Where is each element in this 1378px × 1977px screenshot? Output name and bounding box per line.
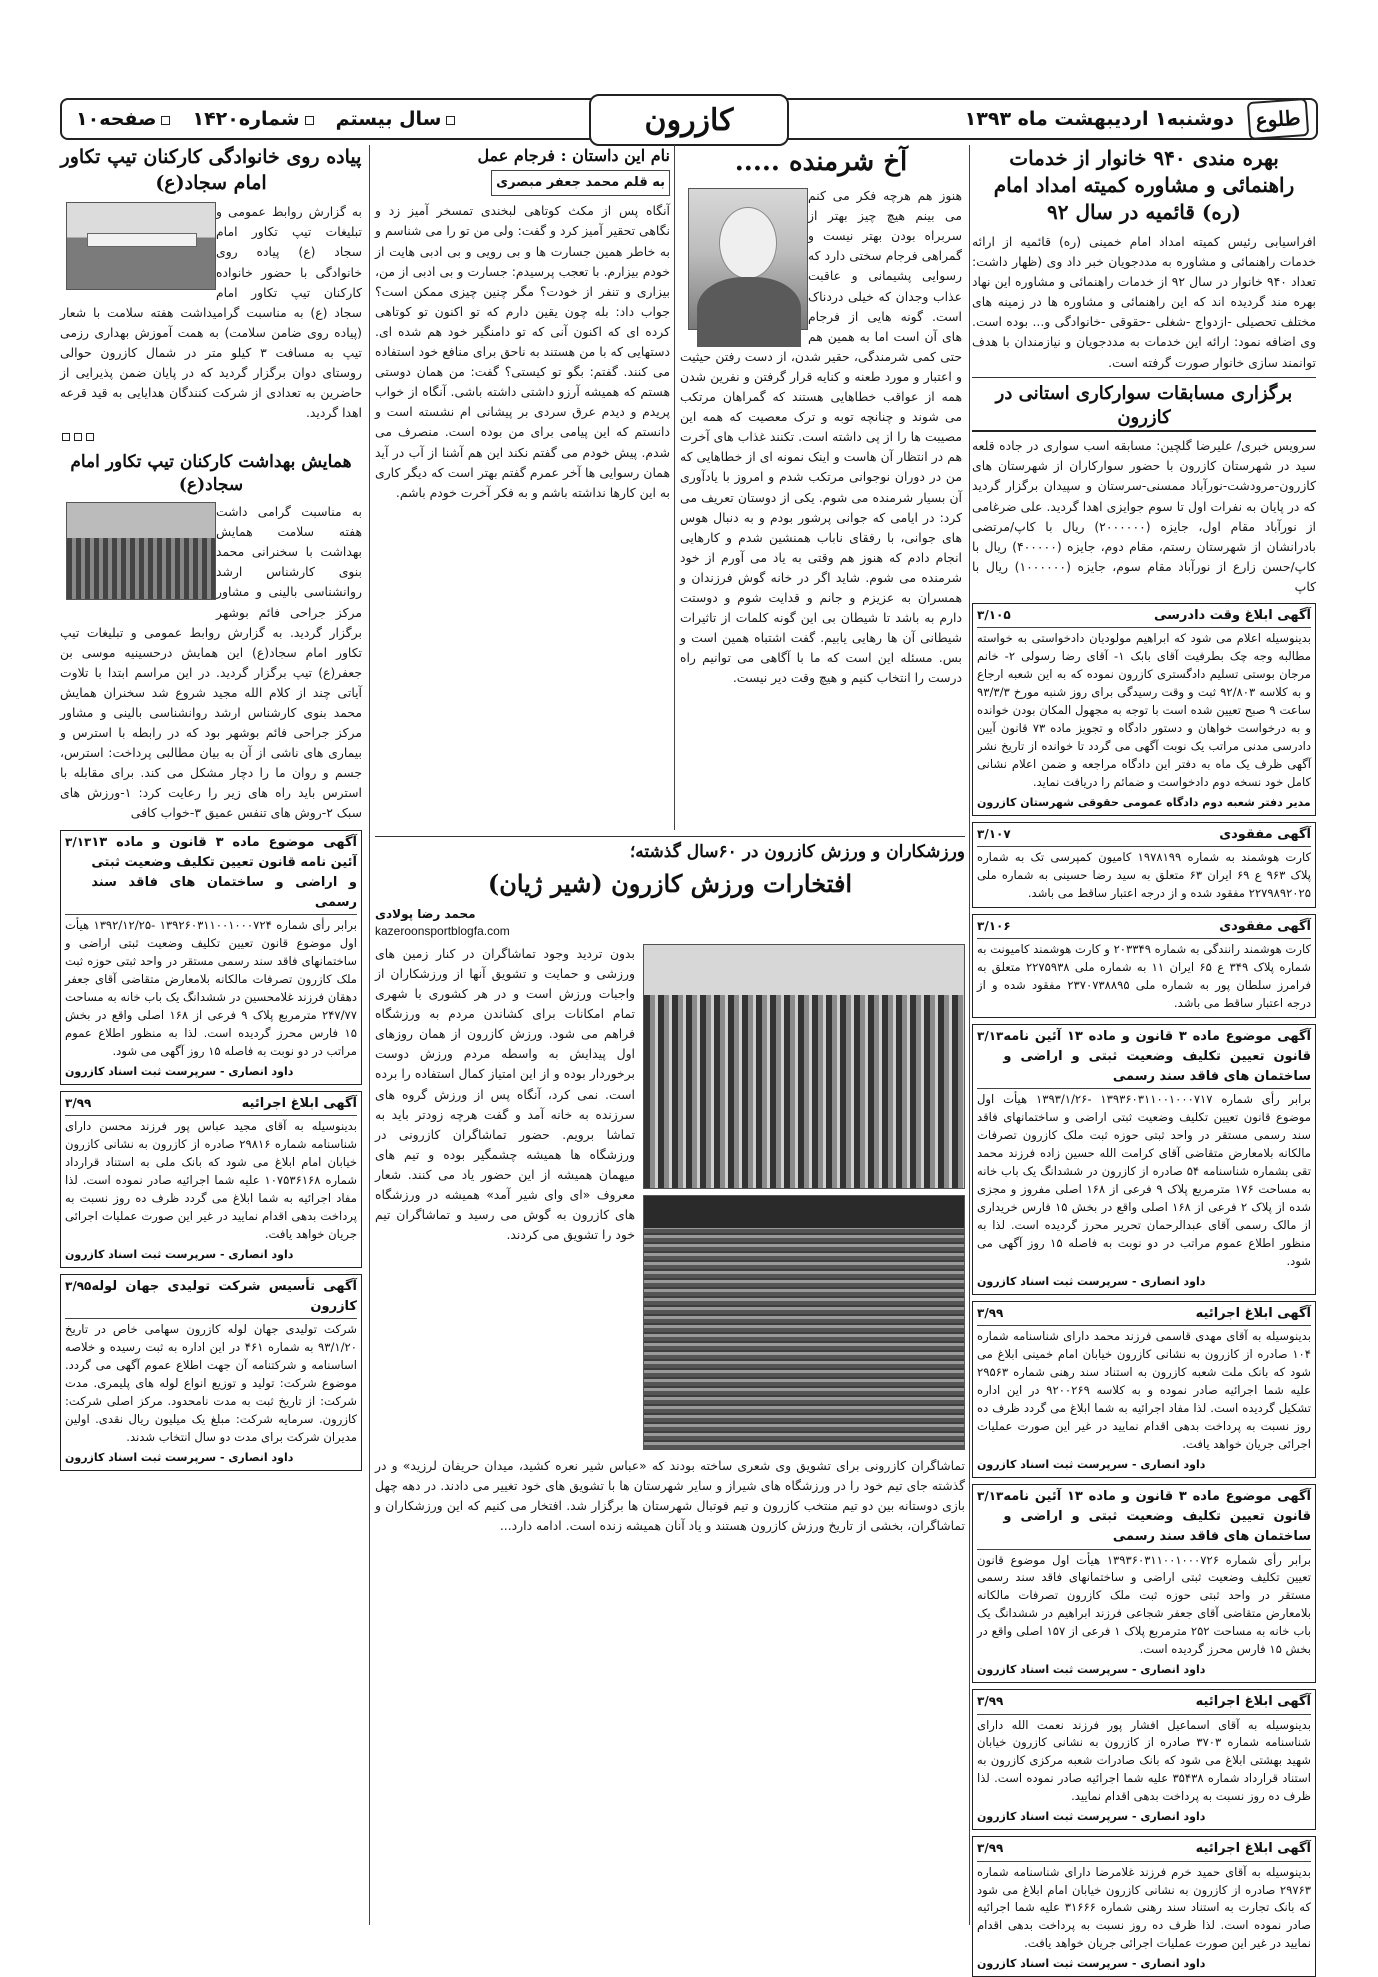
divider <box>375 836 965 837</box>
ad-title: آگهی مفقودی <box>1219 826 1311 842</box>
legal-notice-ad <box>60 1091 362 1268</box>
sports-author: محمد رضا پولادی <box>375 907 476 922</box>
ad-signature: داود انصاری - سرپرست ثبت اسناد کازرون <box>977 1810 1206 1824</box>
hall-wall-shape <box>67 503 215 538</box>
portrait-shoulders-shape <box>697 277 801 347</box>
sports-author-wrap <box>375 906 965 940</box>
ad-body: بدینوسیله اعلام می شود که ابراهیم مولودیان دادخواستی به خواسته مطالبه وجه چک بطرفیت آقای بابک ۱- آقای رضا رسولی ۲- خانم مرجان بوستی تسلیم دادگستری کازرون نموده که به این شعبه ارجاع و به کلاسه ۹۲/۸۰۳ ثبت و وقت رسیدگی برای روز شنبه مورخ ۹۳/۳/۳ ساعت ۹ صبح تعیین شده است با توجه به مجهول المکان بودن خوانده و به درخواست خواهان و دستور دادگاه و تجویز ماده ۷۳ قانون آیین دادرسی مدنی مراتب یک نوبت آگهی می گردد تا خوانده از تاریخ نشر آگهی ظرف یک ماه به دفتر این دادگاه مراجعه و ضمن اعلام نشانی کامل خود نسخه دوم دادخواست و ضمائم را دریافت نماید. <box>977 631 1312 789</box>
ad-signature: داود انصاری - سرپرست ثبت اسناد کازرون <box>65 1064 294 1078</box>
year-label: سال بیستم <box>336 108 456 130</box>
ad-number: ۳/۱۳ <box>65 834 92 849</box>
fiction-byline: به قلم محمد جعفر مبصری <box>491 170 670 197</box>
author-portrait <box>688 188 808 330</box>
ad-number: ۳/۱۰۶ <box>977 918 1011 933</box>
ad-signature: داود انصاری - سرپرست ثبت اسناد کازرون <box>977 1663 1206 1677</box>
ad-header <box>977 1487 1311 1549</box>
section-separator <box>60 427 362 447</box>
team-photo-sky-shape <box>644 945 964 995</box>
ad-header <box>977 1692 1311 1714</box>
ad-body: بدینوسیله به آقای مهدی قاسمی فرزند محمد دارای شناسنامه شماره ۱۰۴ صادره از کازرون به نشانی کازرون خیابان امام خمینی ابلاغ می شود که بانک ملت شعبه کازرون به استناد سند رهنی شماره ۲۹۵۶۳ علیه شما اجرائیه صادر نموده و به کلاسه ۹۲۰۰۲۶۹ در این اداره تشکیل گردیده است. لذا مفاد اجرائیه به شما ابلاغ می گردد ظرف ده روز نسبت به پرداخت بدهی اقدام نمایید در غیر این صورت عملیات اجرائی جریان خواهد یافت. <box>977 1329 1311 1452</box>
ad-title: آگهی ابلاغ اجرائیه <box>1195 1694 1311 1710</box>
ad-body: شرکت تولیدی جهان لوله کازرون سهامی خاص در تاریخ ۹۳/۱/۲۰ به شماره ۴۶۱ در این اداره به ثبت رسیده و خلاصه اساسنامه و شرکتنامه آن جهت اطلاع عموم آگهی می گردد. موضوع شرکت: تولید و توزیع انواع لوله های پلیمری. مدت شرکت: از تاریخ ثبت به مدت نامحدود. مرکز اصلی شرکت: کازرون. سرمایه شرکت: مبلغ یک میلیون ریال نقدی. اولین مدیران شرکت برای مدت دو سال انتخاب شدند. <box>65 1322 357 1444</box>
article-body-relief: افراسیابی رئیس کمیته امداد امام خمینی (ره) قائمیه از ارائه خدمات راهنمائی و مشاوره به مددجویان خبر داد وی (ظهار داشت: تعداد ۹۴۰ خانوار در سال ۹۲ از خدمات راهنمائی و مشاوره این نهاد بهره مند گردیده اند که این راهنمائی و مشاوره ها در زمینه های مختلف تحصیلی -ازدواج -شغلی -حقوقی -خانوادگی و... بوده است. وی اضافه نمود: ارائه این خدمات به مددجویان و نیازمندان با هدف توانمند سازی خانوار صورت گرفته است. <box>972 234 1316 370</box>
ad-body: بدینوسیله به آقای حمید خرم فرزند غلامرضا دارای شناسنامه شماره ۲۹۷۶۳ صادره از کازرون به نشانی کازرون خیابان امام ابلاغ می شود که بانک تجارت به استناد سند رهنی شماره ۳۱۶۶۶ علیه شما اجرائیه صادر نموده است. لذا ظرف ده روز نسبت به پرداخت بدهی اقدام نمایید در غیر این صورت عملیات اجرائی جریان خواهد یافت. <box>977 1864 1311 1951</box>
ad-number: ۳/۱۳ <box>977 1028 1004 1043</box>
banner-shape <box>87 233 197 247</box>
square-bullet-icon <box>446 116 455 125</box>
health-event-photo <box>66 502 216 600</box>
ad-body: کارت هوشمند رانندگی به شماره ۲۰۳۳۴۹ و کارت هوشمند کامیونت به شماره پلاک ۳۴۹ ع ۶۵ ایران ۱۱ به شماره ملی ۲۲۷۵۹۳۸ متعلق به فرامرز سلطان پور به شماره ملی ۲۳۷۰۷۳۸۸۹۵ مفقود شده و از درجه اعتبار ساقط می باشد. <box>977 942 1311 1010</box>
issue-date: دوشنبه۱ اردیبهشت ماه ۱۳۹۳ <box>964 108 1234 130</box>
legal-notice-ad <box>972 603 1316 816</box>
ad-header <box>977 825 1311 847</box>
square-bullet-icon <box>62 433 70 441</box>
ad-body: برابر رأی شماره ۱۳۹۳۶۰۳۱۱۰۰۱۰۰۰۷۱۷ -۱۳۹۳/۱/۲۶ هیأت اول موضوع قانون تعیین تکلیف وضعیت ثبتی اراضی و ساختمانهای فاقد سند رسمی مستقر در واحد ثبتی حوزه ثبت ملک کازرون تصرفات مالکانه بلامعارض متقاضی آقای کرامت الله حسین زاده فرزند محمد تقی بشماره شناسنامه ۵۴ صادره از کازرون در ششدانگ یک باب خانه به مساحت ۱۷۶ مترمربع پلاک ۹ فرعی از ۱۶۸ اصلی مفروز و مجزی شده از پلاک ۲ فرعی از ۱۶۸ اصلی واقع در بخش ۱۵ فارس خریداری از مالک رسمی آقای عبدالرحمان تحریر محرز گردیده است. لذا به منظور اطلاع عموم مراتب در دو نوبت به فاصله ۱۵ روز آگهی می شود. <box>977 1092 1312 1269</box>
sports-body-continued: تماشاگران کازرونی برای تشویق وی شعری ساخته بودند که «عباس شیر نعره کشید، میدان حریفان لرزید» و در گذشته جای تیم خود را در ورزشگاه های شیراز و سایر شهرستان ها با تشویق های خود تغییر می دادند. در دهه چهل بازی دوستانه بین دو تیم منتخب کازرون و تیم فوتبال شهرستان ها برگزار شد. افتخار می کنیم که این ورزشکاران و تماشاگران، بخشی از تاریخ ورزش کازرون هستند و یاد آنان همیشه زنده است. ادامه دارد... <box>375 1457 965 1534</box>
ad-header <box>977 1839 1311 1861</box>
ad-number: ۳/۹۵ <box>65 1278 92 1293</box>
ad-header <box>977 1027 1311 1089</box>
sports-author-block <box>375 906 510 940</box>
ad-title: آگهی ابلاغ اجرائیه <box>1195 1306 1311 1322</box>
ad-signature: داود انصاری - سرپرست ثبت اسناد کازرون <box>65 1450 294 1464</box>
stadium-roof-shape <box>644 1196 964 1228</box>
ad-title: آگهی موضوع ماده ۳ قانون و ماده ۱۳ آئین نامه قانون تعیین تکلیف وضعیت ثبتی و اراضی و ساختمان های فاقد سند رسمی <box>91 834 357 910</box>
sports-blog-url: kazeroonsportblogfa.com <box>375 924 510 939</box>
health-headline: همایش بهداشت کارکنان تیپ تکاور امام سجاد(ع) <box>70 452 352 496</box>
fiction-title: نام این داستان : فرجام عمل <box>477 146 670 165</box>
ad-signature: داود انصاری - سرپرست ثبت اسناد کازرون <box>65 1247 294 1261</box>
ad-header <box>65 1094 357 1116</box>
page-number: صفحه۱۰ <box>76 108 170 130</box>
article-headline-relief: بهره مندی ۹۴۰ خانوار از خدمات راهنمائی و مشاوره کمیته امداد امام (ره) قائمیه در سال ۹۲ <box>993 146 1295 224</box>
ad-body: کارت هوشمند به شماره ۱۹۷۸۱۹۹ کامیون کمپرسی تک به شماره پلاک ۹۶۳ ع ۶۹ ایران ۶۳ متعلق به سید رضا حسینی به شماره ملی ۲۲۷۹۸۹۲۰۲۵ مفقود شده و از درجه اعتبار ساقط می باشد. <box>977 850 1311 900</box>
stadium-crowd-photo <box>643 1195 965 1450</box>
article-body-horse-race: سرویس خبری/ علیرضا گلچین: مسابقه اسب سواری در جاده قلعه سید در شهرستان کازرون با حضور سوارکاران از شهرستان های کازرون-مرودشت-نورآباد ممسنی-سرستان و سپیدان برگزار گردید که در پایان به نفرات اول تا سوم جوایزی اهدا گردید. علی ضرغامی از نورآباد مقام اول، جایزه (۲۰۰۰۰۰۰) ریال با کاپ/مرتضی بادرانشان از شهرستان رستم، مقام دوم، جایزه (۴۰۰۰۰۰) ریال با کاپ/حسن زارع از نورآباد مقام سوم، جایزه (۱۰۰۰۰۰۰) ریال با کاپ <box>972 438 1317 594</box>
ad-title: آگهی ابلاغ اجرائیه <box>241 1095 357 1111</box>
divider <box>972 377 1316 378</box>
story-column <box>680 145 962 830</box>
section-title: کازرون <box>589 94 789 146</box>
legal-notice-ad <box>972 1836 1316 1977</box>
sports-body: بدون تردید وجود تماشاگران در کنار زمین های ورزشی و حمایت و تشویق آنها از ورزشکاران از واجبات ورزش است و در هر کشوری با شهری تمام امکانات برای کشاندن مردم به ورزشگاه فراهم می شود. ورزش کازرون از همان روزهای اول پیدایش به واسطه مردم ورزش دوست برخوردار بوده و از این امتیاز کمال استفاده را برده است. نمی کرد، آنگاه پس از ورزش گروه های سرزنده به خانه آمد و گفت هرچه زودتر باید به تماشا برویم. حضور تماشاگران کازرونی در ورزشگاه ها همیشه چشمگیر بوده و تیم های میهمان همیشه از این حضور یاد می کنند. شعار معروف «ای وای شیر آمد» همیشه در ورزشگاه های کازرون به گوش می رسید و تماشاگران تیم خود را تشویق می کردند. <box>375 945 635 1243</box>
square-bullet-icon <box>86 433 94 441</box>
legal-notice-ad <box>60 830 362 1085</box>
ad-signature: مدیر دفتر شعبه دوم دادگاه عمومی حقوقی شهرستان کازرون <box>977 795 1311 809</box>
ad-signature: داود انصاری - سرپرست ثبت اسناد کازرون <box>977 1275 1206 1289</box>
square-bullet-icon <box>305 116 314 125</box>
legal-notice-ad <box>972 1484 1316 1683</box>
ad-number: ۳/۱۳ <box>977 1489 1004 1504</box>
ad-header <box>977 1304 1311 1326</box>
ad-number: ۳/۱۰۵ <box>977 608 1011 622</box>
sports-kicker: ورزشکاران و ورزش کازرون در ۶۰سال گذشته؛ <box>629 842 965 862</box>
square-bullet-icon <box>74 433 82 441</box>
ad-signature: داود انصاری - سرپرست ثبت اسناد کازرون <box>977 1957 1206 1971</box>
classified-ads-left <box>60 830 362 1471</box>
ad-title: آگهی تأسیس شرکت تولیدی جهان لوله کازرون <box>91 1278 357 1314</box>
newspaper-logo: طلوع <box>1247 98 1310 140</box>
column-rule <box>674 145 675 830</box>
portrait-face-shape <box>719 207 777 279</box>
sports-photos <box>643 944 965 1450</box>
sports-body-right <box>375 944 635 1450</box>
ad-title: آگهی مفقودی <box>1219 918 1311 934</box>
legal-notice-ad <box>972 1301 1316 1478</box>
legal-notice-ad <box>972 822 1316 908</box>
fiction-column <box>375 145 670 825</box>
walk-headline: پیاده روی خانوادگی کارکنان تیپ تکاور امام سجاد(ع) <box>60 146 362 194</box>
ad-title: آگهی موضوع ماده ۳ قانون و ماده ۱۳ آئین نامه قانون تعیین تکلیف وضعیت ثبتی و اراضی و ساختمان های فاقد سند رسمی <box>1003 1489 1312 1545</box>
ad-signature: داود انصاری - سرپرست ثبت اسناد کازرون <box>977 1458 1206 1472</box>
ad-title: آگهی ابلاغ اجرائیه <box>1195 1841 1311 1857</box>
story-body: هنوز هم هرچه فکر می کنم می بینم هیچ چیز بهتر از سربراه بودن بهتر نیست و گمراهی فرجام سختی دارد که رسوایی پشیمانی و عاقبت عذاب وجدان که خیلی دردناک است. گونه هایی از فرجام های آن است اما به همین هم حتی کمی شرمندگی، حقیر شدن، از دست رفتن حیثیت و اعتبار و مورد طعنه و کنایه قرار گرفتن و نفرین شدن همه از عواقب خطاهایی هستند که گمراهان مرتکب می شوند و چنانچه توبه و ترک معصیت که همه این مصیبت ها را از پی داشته است. تکنند غذاب های آخرت هم در انتظار آن هاست و اینک نمونه ای از خطاهایی که من در دوران نوجوانی مرتکب شدم و امروز با یادآوری آن بسیار شرمنده می شوم. یکی از دوستان تعریف می کرد: در ایامی که جوانی پرشور بودم و به دنبال هوس های جوانی، با رفقای ناباب همنشین شدم و کارهایی انجام دادم که هنوز هم وقتی به یاد می آورم از خود شرمنده می شوم. شاید اگر در خانه گوش فرزندان و همسران به عزیزم و جانم و قدایت شوم و دوستت دارم به باشد تا شیطان بی این گونه کلمات از تاثیرات شیطانی آن ها رهایی یابیم. گفت اشتباه همین است و بس. مسئله این است که ما با آگاهی می توانیم راه درست را انتخاب کنیم و هیچ وقت دیر نیست. <box>680 188 962 686</box>
legal-notice-ad <box>972 914 1316 1018</box>
ad-number: ۳/۹۹ <box>977 1694 1004 1709</box>
ad-number: ۳/۹۹ <box>65 1095 92 1110</box>
sports-headline: افتخارات ورزش کازرون (شیر ژیان) <box>487 868 853 898</box>
column-rule <box>969 145 970 1925</box>
ad-number: ۳/۱۰۷ <box>977 826 1011 841</box>
health-body: به مناسبت گرامی داشت هفته سلامت همایش بهداشت با سخنرانی محمد بنوی کارشناس ارشد روانشناسی بالینی و مشاور مرکز جراحی فائم بوشهر برگزار گردید. به گزارش روابط عمومی و تبلیغات تیپ تکاور امام سجاد(ع) این همایش درحسینیه موسی بن جعفر(ع) تیپ برگزار گردید. در این مراسم ابتدا با تلاوت آیاتی چند از کلام الله مجید شروع شد سخنران همایش محمد بنوی کارشناس ارشد روانشناسی بالینی و مشاور مرکز جراحی فائم بوشهر بود که در رابطه با استرس و بیماری های ناشی از آن به بیان مطالبی پرداخت: استرس، جسم و روان ما را دچار مشکل می کند. برای مقابله با استرس باید راه های زیر را رعایت کرد: ۱-ورزش های سبک ۲-روش های تنفس عمیق ۳-خواب کافی <box>60 504 362 821</box>
legal-notice-ad <box>972 1024 1316 1295</box>
ad-body: بدینوسیله به آقای مجید عباس پور فرزند محسن دارای شناسنامه شماره ۲۹۸۱۶ صادره از کازرون به نشانی کازرون خیابان امام ابلاغ می شود که بانک ملی به استناد قرارداد شماره ۱۰۷۵۳۶۱۶۸ علیه شما اجرائیه صادر نموده است. لذا مفاد اجرائیه به شما ابلاغ می گردد ظرف ده روز نسبت به پرداخت بدهی اقدام نمایید در غیر این صورت عملیات اجرائی جریان خواهد یافت. <box>65 1119 357 1241</box>
ad-header <box>977 606 1311 628</box>
team-photo <box>643 944 965 1189</box>
ad-header <box>65 1277 357 1319</box>
ad-number: ۳/۹۹ <box>977 1306 1004 1321</box>
ad-title: آگهی موضوع ماده ۳ قانون و ماده ۱۳ آئین نامه قانون تعیین تکلیف وضعیت ثبتی و اراضی و ساختمان های فاقد سند رسمی <box>1003 1028 1312 1085</box>
walk-event-photo <box>66 202 216 290</box>
ad-title: آگهی ابلاغ وقت دادرسی <box>1154 608 1311 623</box>
ad-header <box>65 833 357 916</box>
issue-number: شماره۱۴۲۰ <box>192 108 313 130</box>
ad-body: برابر رأی شماره ۱۳۹۲۶۰۳۱۱۰۰۱۰۰۰۷۲۴ -۱۳۹۲/۱۲/۲۵ هیأت اول موضوع قانون تعیین تکلیف وضعیت ثبتی اراضی و ساختمانهای فاقد سند رسمی مستقر در واحد ثبتی حوزه ثبت ملک کازرون تصرفات مالکانه بلامعارض متقاضی آقای جعفر دهقان فرزند غلامحسین در ششدانگ یک باب خانه به مساحت ۲۴۷/۷۷ مترمربع پلاک ۹ فرعی از ۱۶۸ اصلی واقع در بخش ۱۵ فارس محرز گردیده است. لذا به منظور اطلاع عموم مراتب در دو نوبت به فاصله ۱۵ روز آگهی می شود. <box>65 918 357 1058</box>
ad-body: بدینوسیله به آقای اسماعیل افشار پور فرزند نعمت الله دارای شناسنامه شماره ۳۷۰۳ صادره از کازرون به نشانی کازرون خیابان شهید بهشتی ابلاغ می شود که بانک صادرات شعبه مرکزی کازرون به استناد قرارداد شماره ۳۵۴۳۸ علیه شما اجرائیه صادر نموده است. لذا ظرف ده روز نسبت به پرداخت بدهی اقدام نمایید. <box>977 1717 1311 1804</box>
sports-feature <box>375 832 965 1922</box>
square-bullet-icon <box>161 116 170 125</box>
issue-meta <box>76 100 455 138</box>
sports-content <box>375 944 965 1450</box>
classified-ads-right <box>972 603 1316 1977</box>
ad-header <box>977 917 1311 939</box>
masthead <box>60 98 1318 140</box>
byline-wrap <box>375 170 670 197</box>
story-headline: آخ شرمنده ..... <box>734 147 908 177</box>
left-column <box>60 145 362 1920</box>
legal-notice-ad <box>60 1274 362 1471</box>
legal-notice-ad <box>972 1689 1316 1830</box>
column-rule <box>369 145 370 1925</box>
fiction-body: آنگاه پس از مکث کوتاهی لبخندی تمسخر آمیز زد و نگاهی تحقیر آمیز کرد و گفت: ولی من تو را می شناسم و به خاطر همین جسارت ها و بی رویی و بی ادبی هایت از خودم بیزارم. با تعجب پرسیدم: جسارت و بی ادبی از من، بیزاری و تنفر از خودت؟ مگر چنین چیزی ممکن است؟ جواب داد: بله چون یقین دارم که تو اکنون تو کوتاهی کرده ای که اکنون آنی که تو دامنگیر خود هم شده ای. دستهایی که با من هستند به ناحق برای منافع خود استفاده می کنند. گفتم: بگو تو کیستی؟ گفت: من همان دوستی هستم که همیشه آرزو داشتی داشته باشی. آنگاه از خواب پریدم و دیدم عرق سردی بر پیشانی ام نشسته است و دانستم که این پیامی برای من بوده است. منصرف می شدم. پیش خودم می گفتم نکند این هم آشنا از آب در آید همان رسوایی ها آخر عمرم گفتم بهتر است که دیگر کاری به این کارها نداشته باشم و به فکر آخرت خودم باشم. <box>375 203 670 500</box>
ad-number: ۳/۹۹ <box>977 1841 1004 1856</box>
right-column <box>972 145 1317 1971</box>
walk-body: به گزارش روابط عمومی و تبلیغات تیپ تکاور امام سجاد (ع) پیاده روی خانوادگی با حضور خانواده کارکنان تیپ تکاور امام سجاد (ع) به مناسبت گرامیداشت هفته سلامت با شعار (پیاده روی ضامن سلامت) به همت آموزش بهداری رزمی تیپ به مسافت ۳ کیلو متر در شمال کازرون حوالی روستای دوان برگزار گردید که در پایان ضمن پذیرایی از حاضرین به تعدادی از شرکت کنندگان هدایایی به قید قرعه اهدا گردید. <box>60 204 362 421</box>
article-headline-horse-race: برگزاری مسابقات سوارکاری استانی در کازرون <box>972 382 1316 433</box>
ad-body: برابر رأی شماره ۱۳۹۳۶۰۳۱۱۰۰۱۰۰۰۷۲۶ هیأت اول موضوع قانون تعیین تکلیف وضعیت ثبتی اراضی و ساختمانهای فاقد سند رسمی مستقر در واحد ثبتی حوزه ثبت ملک کازرون تصرفات مالکانه بلامعارض متقاضی آقای جعفر شجاعی فرزند ابراهیم در ششدانگ یک باب خانه به مساحت ۲۵۲ مترمربع پلاک ۱ فرعی از ۱۵۷ اصلی واقع در بخش ۱۵ فارس محرز گردیده است. <box>977 1552 1312 1657</box>
